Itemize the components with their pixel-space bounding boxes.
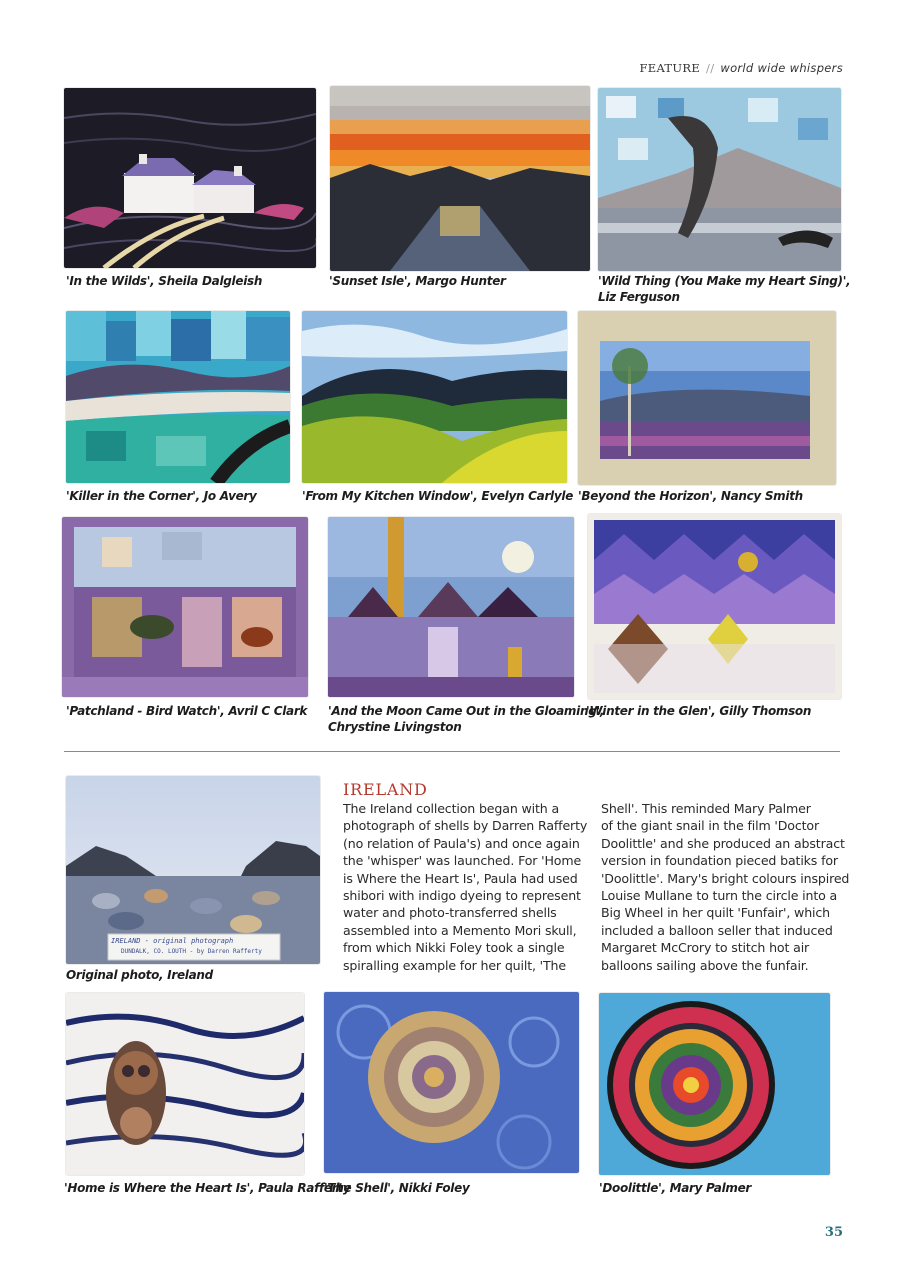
caption-winter-in-the-glen: 'Winter in the Glen', Gilly Thomson <box>586 704 812 718</box>
article-line: Shell'. This reminded Mary Palmer <box>601 801 811 816</box>
quilt-image-patchland-bird-watch <box>62 517 308 697</box>
article-line: photograph of shells by Darren Rafferty <box>343 818 588 834</box>
article-line: Doolittle' and she produced an abstract <box>601 835 845 851</box>
article-line: balloons sailing above the funfair. <box>601 957 809 973</box>
caption-wild-thing-line2: Liz Ferguson <box>598 290 680 304</box>
article-line: shibori with indigo dyeing to represent <box>343 888 581 904</box>
caption-from-my-kitchen-window: 'From My Kitchen Window', Evelyn Carlyle <box>302 489 574 503</box>
caption-wild-thing-line1: 'Wild Thing (You Make my Heart Sing)', <box>598 274 851 288</box>
caption-original-photo: Original photo, Ireland <box>66 968 213 982</box>
article-line: water and photo-transferred shells <box>343 905 557 921</box>
quilt-image-wild-thing <box>598 88 841 271</box>
article-line: The Ireland collection began with a <box>343 801 560 816</box>
section-heading: IRELAND <box>343 780 428 799</box>
photo-label-line2: DUNDALK, CO. LOUTH - by Darren Rafferty <box>121 948 262 955</box>
page-number: 35 <box>824 1225 843 1240</box>
quilt-image-beyond-the-horizon <box>578 311 836 485</box>
caption-moon-line1: 'And the Moon Came Out in the Gloaming', <box>328 704 605 718</box>
quilt-image-from-my-kitchen-window <box>302 311 567 483</box>
original-photo-ireland <box>66 776 320 964</box>
caption-beyond-the-horizon: 'Beyond the Horizon', Nancy Smith <box>578 489 803 503</box>
caption-in-the-wilds: 'In the Wilds', Sheila Dalgleish <box>66 274 263 288</box>
photo-label-line1: IRELAND - original photograph <box>111 937 234 945</box>
article-column-1 <box>343 800 591 974</box>
caption-moon-line2: Chrystine Livingston <box>328 720 462 734</box>
article-line: is Where the Heart Is', Paula had used <box>343 870 578 886</box>
quilt-image-sunset-isle <box>330 86 590 271</box>
article-line: Margaret McCrory to stitch hot air <box>601 940 810 956</box>
section-divider <box>64 751 840 752</box>
article-line: from which Nikki Foley took a single <box>343 940 565 956</box>
article-line: 'Doolittle'. Mary's bright colours inspired <box>601 870 850 886</box>
caption-killer-in-the-corner: 'Killer in the Corner', Jo Avery <box>66 489 257 503</box>
quilt-image-doolittle <box>599 993 830 1175</box>
article-line: assembled into a Memento Mori skull, <box>343 922 577 938</box>
article-line: the 'whisper' was launched. For 'Home <box>343 853 582 869</box>
quilt-image-killer-in-the-corner <box>66 311 290 483</box>
quilt-image-the-shell <box>324 992 579 1173</box>
caption-home-is-where-the-heart-is: 'Home is Where the Heart Is', Paula Rafferty <box>64 1181 351 1195</box>
running-head <box>639 61 843 75</box>
quilt-image-in-the-wilds <box>64 88 316 268</box>
running-head-section: FEATURE <box>639 61 701 75</box>
article-line: (no relation of Paula's) and once again <box>343 835 580 851</box>
running-head-separator: // <box>706 61 715 75</box>
article-line: of the giant snail in the film 'Doctor <box>601 818 819 834</box>
caption-the-shell: 'The Shell', Nikki Foley <box>324 1181 470 1195</box>
article-line: Louise Mullane to turn the circle into a <box>601 888 838 904</box>
article-line: included a balloon seller that induced <box>601 922 833 938</box>
quilt-image-home-is-where-the-heart-is <box>66 993 304 1175</box>
article-column-2 <box>601 800 850 974</box>
caption-doolittle: 'Doolittle', Mary Palmer <box>599 1181 752 1195</box>
running-head-title: world wide whispers <box>720 61 843 75</box>
quilt-image-winter-in-the-glen <box>588 514 841 699</box>
article-line: spiralling example for her quilt, 'The <box>343 957 566 973</box>
caption-sunset-isle: 'Sunset Isle', Margo Hunter <box>329 274 506 288</box>
caption-patchland-bird-watch: 'Patchland - Bird Watch', Avril C Clark <box>66 704 308 718</box>
article-line: version in foundation pieced batiks for <box>601 853 838 869</box>
article-line: Big Wheel in her quilt 'Funfair', which <box>601 905 830 921</box>
quilt-image-and-the-moon-came-out <box>328 517 574 697</box>
